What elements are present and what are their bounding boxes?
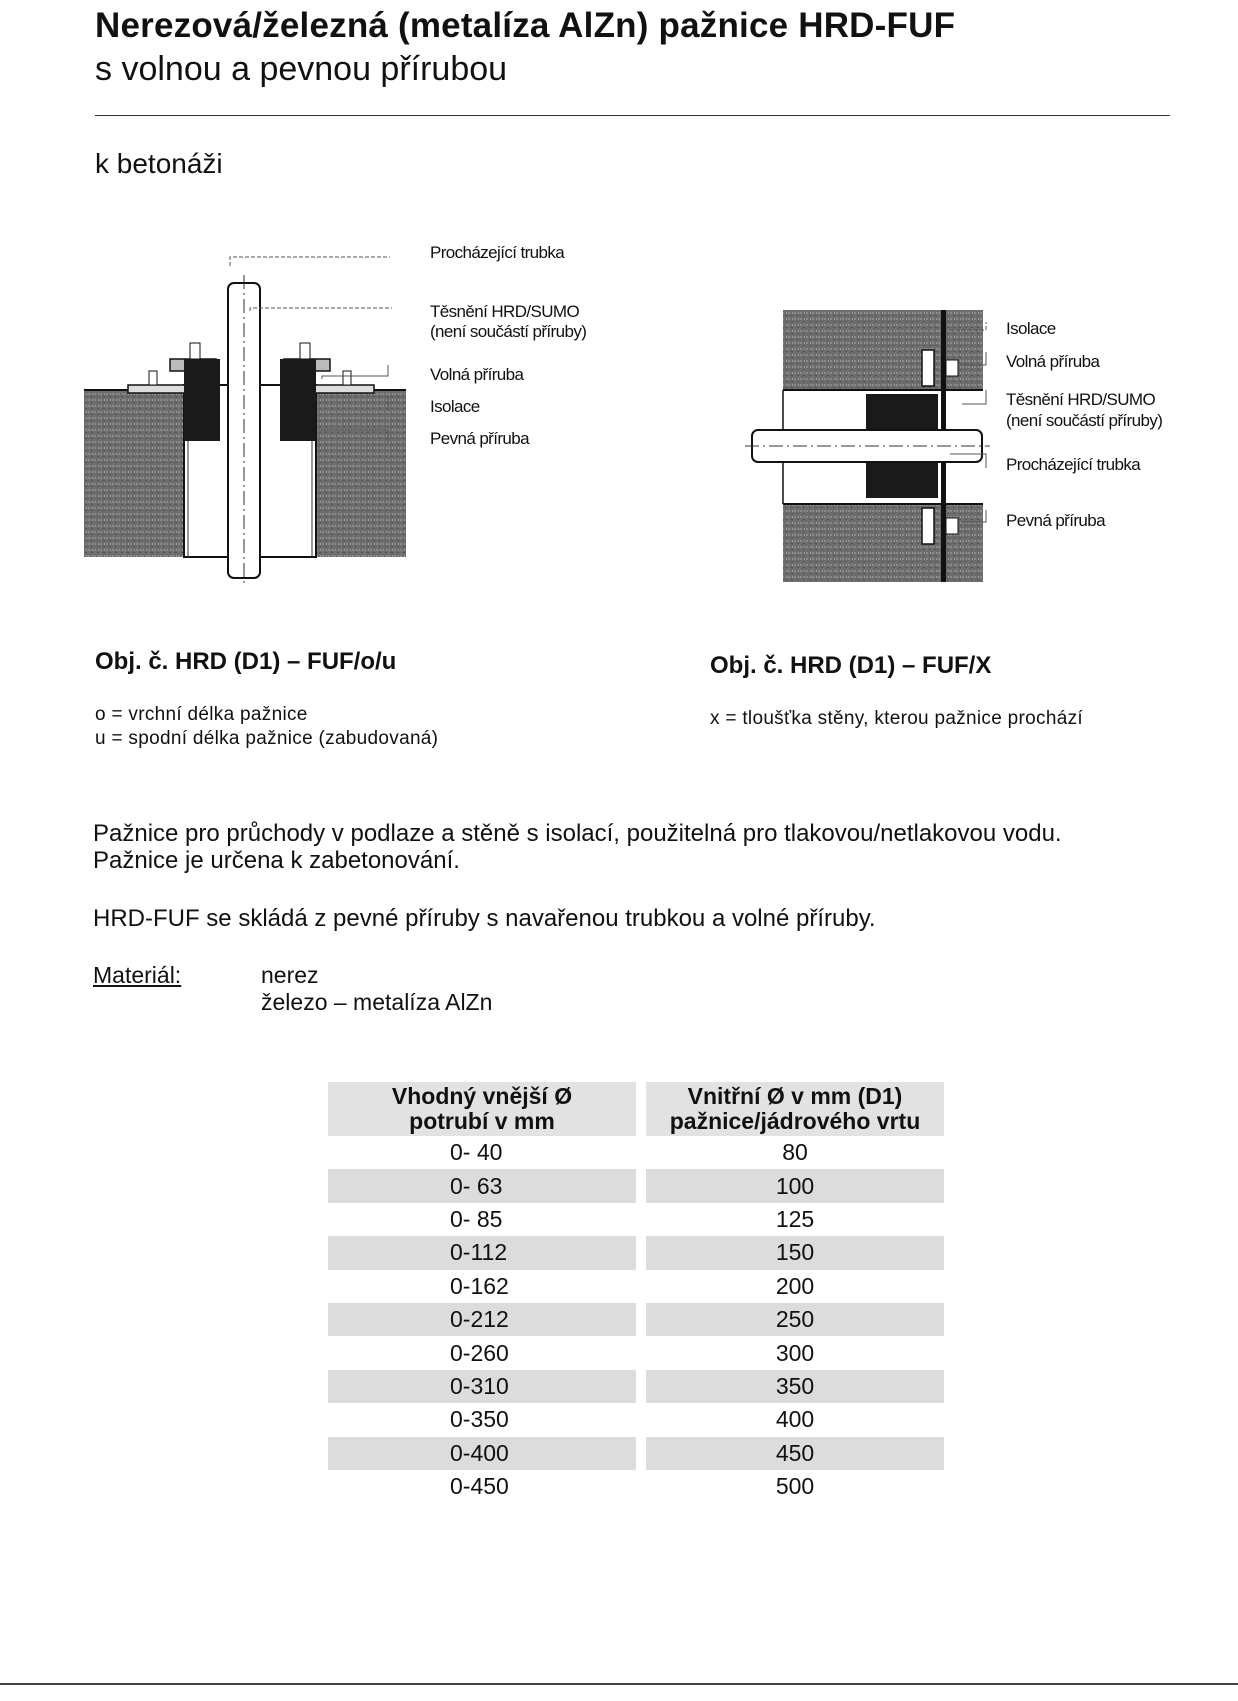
wall-lower	[783, 504, 983, 582]
material-label: Materiál:	[93, 962, 182, 988]
wall-seal-lower	[866, 462, 938, 498]
pipe-range-cell: 0-350	[450, 1406, 509, 1433]
left-label-passing-pipe: Procházející trubka	[430, 243, 565, 262]
table-row	[328, 1370, 944, 1403]
seal-left	[184, 359, 220, 441]
table-row	[328, 1236, 944, 1269]
page-bottom-edge	[0, 1683, 1238, 1685]
sleeve-diameter-cell: 150	[646, 1236, 944, 1269]
page-subtitle: s volnou a pevnou přírubou	[95, 50, 508, 88]
concrete-left	[84, 390, 184, 557]
table-row	[328, 1203, 944, 1236]
sleeve-diameter-cell: 250	[646, 1303, 944, 1336]
description-paragraph-1	[93, 820, 1062, 874]
left-label-loose-flange: Volná příruba	[430, 365, 524, 384]
right-label-passing-pipe: Procházející trubka	[1006, 455, 1141, 474]
table-row	[328, 1136, 944, 1169]
sleeve-diameter-cell: 400	[775, 1406, 815, 1433]
wall-installation-diagram	[740, 300, 1180, 590]
pipe-range-cell: 0- 85	[450, 1205, 503, 1232]
sleeve-diameter-cell: 300	[775, 1339, 815, 1366]
material-value-iron: železo – metalíza AlZn	[261, 989, 493, 1015]
pipe-range-cell: 0-212	[328, 1303, 636, 1336]
table-header-row	[328, 1082, 944, 1136]
pipe-range-cell: 0-162	[450, 1272, 509, 1299]
table-row	[328, 1303, 944, 1336]
pipe-range-cell: 0- 40	[450, 1139, 503, 1166]
sleeve-diameter-cell: 350	[646, 1370, 944, 1403]
order-legend-floor	[95, 703, 438, 751]
floor-installation-diagram	[70, 225, 610, 600]
description-line-1: Pažnice pro průchody v podlaze a stěně s isolací, použitelná pro tlakovou/netlakovou vodu.	[93, 820, 1062, 847]
table-row	[328, 1403, 944, 1436]
table-row	[328, 1270, 944, 1303]
left-label-fixed-flange: Pevná příruba	[430, 429, 529, 448]
right-label-fixed-flange: Pevná příruba	[1006, 511, 1105, 530]
order-code-floor: Obj. č. HRD (D1) – FUF/o/u	[95, 648, 397, 675]
sleeve-diameter-cell: 450	[646, 1437, 944, 1470]
right-label-insulation: Isolace	[1006, 319, 1056, 338]
page-title: Nerezová/železná (metalíza AlZn) pažnice HRD-FUF	[95, 6, 956, 45]
pipe-range-cell: 0-260	[450, 1339, 509, 1366]
wall-seal-upper	[866, 394, 938, 430]
wall-upper	[783, 310, 983, 390]
header-inner-diameter: Vnitřní Ø v mm (D1) pažnice/jádrového vrtu	[646, 1082, 944, 1136]
legend-line-u: u = spodní délka pažnice (zabudovaná)	[95, 728, 439, 749]
sleeve-diameter-cell: 125	[775, 1205, 815, 1232]
table-row	[328, 1169, 944, 1202]
right-label-seal-note: (není součástí příruby)	[1006, 411, 1163, 430]
pipe-range-cell: 0-112	[328, 1236, 636, 1269]
concrete-right	[316, 390, 406, 557]
pipe-range-cell: 0-450	[450, 1473, 509, 1500]
material-values	[261, 962, 492, 1016]
right-label-loose-flange: Volná příruba	[1006, 352, 1100, 371]
pipe-range-cell: 0-400	[328, 1437, 636, 1470]
left-label-seal: Těsnění HRD/SUMO	[430, 302, 580, 321]
pipe-range-cell: 0- 63	[328, 1169, 636, 1202]
table-row	[328, 1437, 944, 1470]
left-label-seal-note: (není součástí příruby)	[430, 322, 587, 341]
legend-line-o: o = vrchní délka pažnice	[95, 704, 308, 725]
material-value-stainless: nerez	[261, 962, 319, 988]
seal-right	[280, 359, 316, 441]
sleeve-diameter-cell: 80	[782, 1139, 808, 1166]
description-line-2: Pažnice je určena k zabetonování.	[93, 847, 460, 874]
order-code-wall: Obj. č. HRD (D1) – FUF/X	[710, 652, 992, 679]
header-divider	[95, 115, 1170, 116]
sleeve-diameter-cell: 200	[775, 1272, 815, 1299]
table-row	[328, 1470, 944, 1503]
pipe-range-cell: 0-310	[328, 1370, 636, 1403]
size-table	[318, 1082, 954, 1503]
description-paragraph-2: HRD-FUF se skládá z pevné příruby s navařenou trubkou a volné příruby.	[93, 905, 876, 932]
left-label-insulation: Isolace	[430, 397, 480, 416]
right-label-seal: Těsnění HRD/SUMO	[1006, 390, 1156, 409]
header-outer-diameter: Vhodný vnější Ø potrubí v mm	[328, 1082, 636, 1136]
sleeve-diameter-cell: 500	[775, 1473, 815, 1500]
legend-line-x: x = tloušťka stěny, kterou pažnice prochází	[710, 708, 1083, 729]
sleeve-diameter-cell: 100	[646, 1169, 944, 1202]
table-row	[328, 1336, 944, 1369]
order-legend-wall	[710, 707, 1083, 731]
application-label: k betonáži	[95, 148, 223, 179]
